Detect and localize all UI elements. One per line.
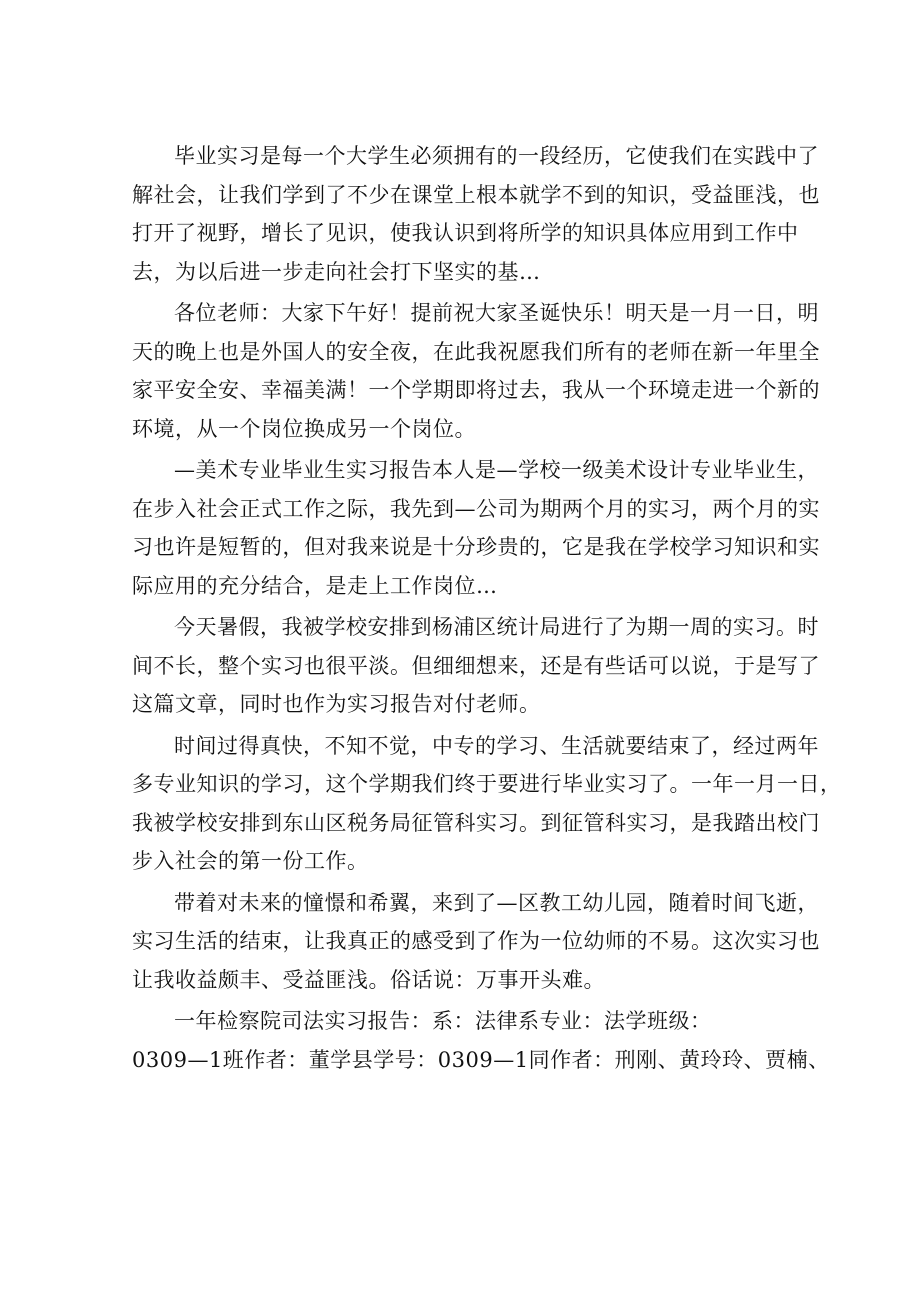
paragraph-line: 步入社会的第一份工作。 — [132, 849, 369, 873]
paragraph-line: 实习生活的结束，让我真正的感受到了作为一位幼师的不易。这次实习也 — [132, 929, 820, 953]
paragraph-line: 毕业实习是每一个大学生必须拥有的一段经历，它使我们在实践中了 — [174, 144, 819, 168]
paragraph-line: 在步入社会正式工作之际，我先到—公司为期两个月的实习，两个月的实 — [132, 496, 820, 521]
paragraph-line: 环境，从一个岗位换成另一个岗位。 — [132, 416, 476, 441]
paragraph-line: 让我收益颇丰、受益匪浅。俗话说：万事开头难。 — [132, 967, 605, 992]
paragraph-line: 一年检察院司法实习报告：系：法律系专业：法学班级： — [174, 1009, 712, 1033]
paragraph-6 — [132, 884, 820, 1000]
paragraph-line: 带着对未来的憧憬和希翼，来到了—区教工幼儿园，随着时间飞逝， — [174, 890, 819, 915]
paragraph-line: 打开了视野，增长了见识，使我认识到将所学的知识具体应用到工作中 — [132, 221, 799, 245]
paragraph-1 — [132, 137, 820, 291]
paragraph-line: —美术专业毕业生实习报告本人是—学校一级美术设计专业毕业生， — [174, 458, 819, 482]
paragraph-line: 时间过得真快，不知不觉，中专的学习、生活就要结束了，经过两年 — [174, 733, 819, 758]
paragraph-line: 际应用的充分结合，是走上工作岗位… — [132, 573, 498, 598]
paragraph-line: 去，为以后进一步走向社会打下坚实的基… — [132, 259, 541, 284]
paragraph-line: 习也许是短暂的，但对我来说是十分珍贵的，它是我在学校学习知识和实 — [132, 535, 820, 559]
document-body — [132, 137, 842, 1082]
paragraph-line: 今天暑假，我被学校安排到杨浦区统计局进行了为期一周的实习。时 — [174, 615, 819, 639]
paragraph-3 — [132, 451, 820, 605]
paragraph-line: 0309—1班作者：董学县学号：0309—1同作者：刑刚、黄玲玲、贾楠、 — [132, 1047, 830, 1072]
paragraph-5 — [132, 727, 842, 881]
paragraph-line: 这篇文章，同时也作为实习报告对付老师。 — [132, 692, 541, 716]
paragraph-line: 各位老师：大家下午好！提前祝大家圣诞快乐！明天是一月一日，明 — [174, 301, 819, 325]
paragraph-line: 天的晚上也是外国人的安全夜，在此我祝愿我们所有的老师在新一年里全 — [132, 339, 820, 364]
paragraph-4 — [132, 608, 820, 724]
paragraph-line: 多专业知识的学习，这个学期我们终于要进行毕业实习了。一年一月一日， — [132, 772, 842, 796]
paragraph-line: 我被学校安排到东山区税务局征管科实习。到征管科实习，是我踏出校门 — [132, 810, 820, 835]
paragraph-2 — [132, 294, 820, 448]
paragraph-7 — [132, 1002, 830, 1079]
paragraph-line: 间不长，整个实习也很平淡。但细细想来，还是有些话可以说，于是写了 — [132, 653, 820, 678]
paragraph-line: 家平安全安、幸福美满！一个学期即将过去，我从一个环境走进一个新的 — [132, 378, 820, 402]
paragraph-line: 解社会，让我们学到了不少在课堂上根本就学不到的知识，受益匪浅，也 — [132, 182, 820, 207]
